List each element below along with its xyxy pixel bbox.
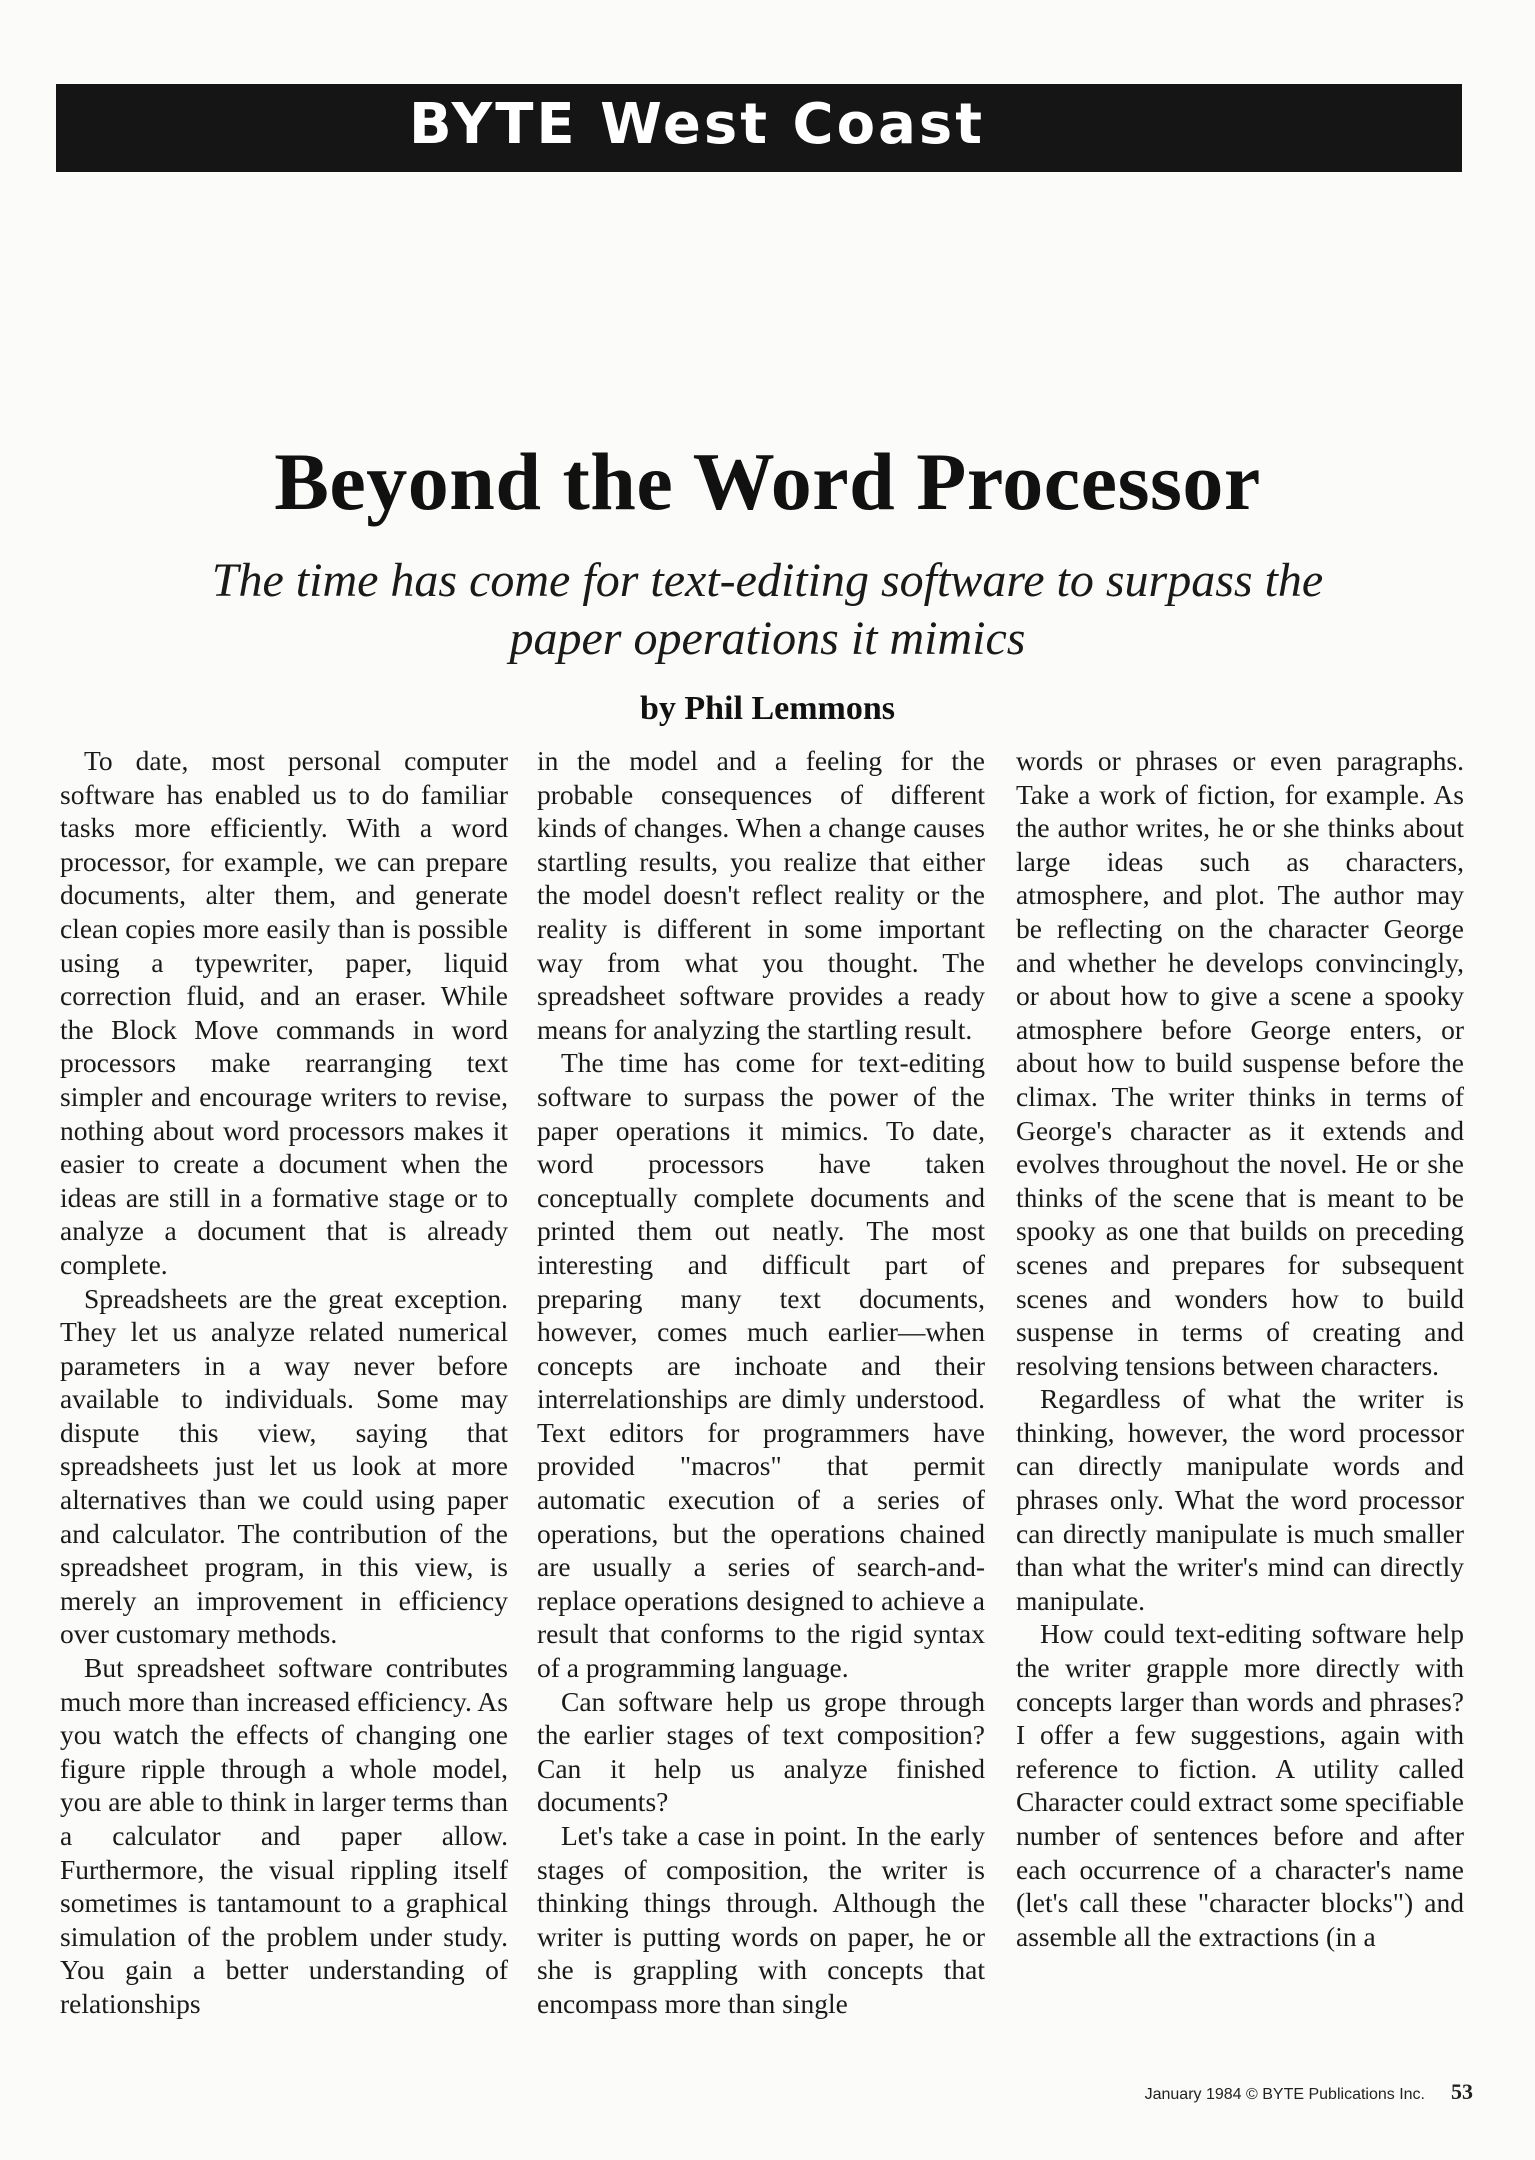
paragraph: Let's take a case in point. In the early stages of composition, the writer is thinking things through. Although the writer is putting words on paper, he or she is grappling with concepts that encompass more than single <box>537 1820 985 2019</box>
article-byline: by Phil Lemmons <box>639 690 896 727</box>
paragraph: Regardless of what the writer is thinking, however, the word processor can directly manipulate words and phrases only. What the word processor can directly manipulate is much smaller than what the writer's mind can directly manipulate. <box>1016 1383 1464 1616</box>
paragraph: Can software help us grope through the earlier stages of text composition? Can it help us analyze finished documents? <box>537 1685 985 1818</box>
section-banner-title: BYTE West Coast <box>409 91 985 157</box>
paragraph: in the model and a feeling for the probable consequences of different kinds of changes. When a change causes startling results, you realize that either the model doesn't reflect reality or the reality is different in some important way from what you thought. The spreadsheet software provides a ready means for analyzing the startling result. <box>537 745 985 1045</box>
paragraph: How could text-editing software help the writer grapple more directly with concepts larger than words and phrases? I offer a few suggestions, again with reference to fiction. A utility called Character could extract some specifiable number of sentences before and after each occurrence of a character's name (let's call these "character blocks") and assemble all the extractions (in a <box>1016 1618 1464 1952</box>
paragraph: The time has come for text-editing software to surpass the power of the paper operations it mimics. To date, word processors have taken conceptually complete documents and printed them out neatly. The most interesting and difficult part of preparing many text documents, however, comes much earlier—when concepts are inchoate and their interrelationships are dimly understood. Text editors for programmers have provided "macros" that permit automatic execution of a series of operations, but the operations chained are usually a series of search-and-replace operations designed to achieve a result that conforms to the rigid syntax of a programming language. <box>537 1047 985 1684</box>
footer-credit: January 1984 © BYTE Publications Inc. <box>1144 2086 1425 2103</box>
article-column-1 <box>60 744 508 2021</box>
page-number: 53 <box>1451 2079 1473 2104</box>
paragraph: But spreadsheet software contributes much more than increased efficiency. As you watch the effects of changing one figure ripple through a whole model, you are able to think in larger terms than a calculator and paper allow. Furthermore, the visual rippling itself sometimes is tantamount to a graphical simulation of the problem under study. You gain a better understanding of relationships <box>60 1652 508 2019</box>
article-subtitle: The time has come for text-editing software to surpass the paper operations it mimics <box>211 554 1324 665</box>
page-footer <box>1128 2079 1473 2105</box>
section-banner <box>56 84 1462 172</box>
article-column-3 <box>1016 744 1464 1953</box>
article-title: Beyond the Word Processor <box>274 436 1261 527</box>
paragraph: words or phrases or even paragraphs. Take a work of fiction, for example. As the author writes, he or she thinks about large ideas such as characters, atmosphere, and plot. The author may be reflecting on the character George and whether he develops convincingly, or about how to give a scene a spooky atmosphere before George enters, or about how to build suspense before the climax. The writer thinks in terms of George's character as it extends and evolves throughout the novel. He or she thinks of the scene that is meant to be spooky as one that builds on preceding scenes and prepares for subsequent scenes and wonders how to build suspense in terms of creating and resolving tensions between characters. <box>1016 745 1464 1381</box>
paragraph: Spreadsheets are the great exception. They let us analyze related numerical parameters in a way never before available to individuals. Some may dispute this view, saying that spreadsheets just let us look at more alternatives than we could using paper and calculator. The contribution of the spreadsheet program, in this view, is merely an improvement in efficiency over customary methods. <box>60 1282 508 1650</box>
paragraph: To date, most personal computer software has enabled us to do familiar tasks more efficiently. With a word processor, for example, we can prepare documents, alter them, and generate clean copies more easily than is possible using a typewriter, paper, liquid correction fluid, and an eraser. While the Block Move commands in word processors make rearranging text simpler and encourage writers to revise, nothing about word processors makes it easier to create a document when the ideas are still in a formative stage or to analyze a document that is already complete. <box>60 745 508 1280</box>
article-column-2 <box>537 744 985 2021</box>
